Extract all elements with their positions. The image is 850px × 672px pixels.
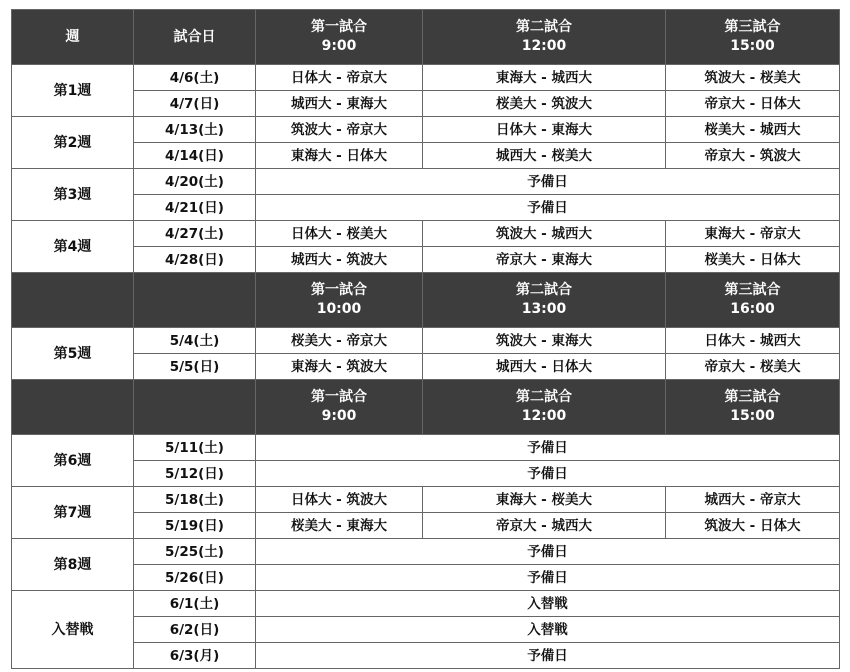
week-label: 第6週 (12, 435, 134, 487)
week-label: 入替戦 (12, 591, 134, 669)
match-game3: 日体大 - 城西大 (666, 328, 840, 354)
week-label: 第7週 (12, 487, 134, 539)
game-time: 12:00 (521, 38, 567, 54)
match-game1: 日体大 - 桜美大 (256, 221, 423, 247)
game-label: 第一試合 (311, 389, 367, 405)
header-game2 (423, 273, 666, 328)
header-game3 (666, 10, 840, 65)
header-date (134, 380, 256, 435)
match-date: 4/7(日) (134, 91, 256, 117)
match-game3: 桜美大 - 日体大 (666, 247, 840, 273)
game-time: 13:00 (521, 301, 567, 317)
match-date: 5/18(土) (134, 487, 256, 513)
match-game3: 城西大 - 帝京大 (666, 487, 840, 513)
header-game1 (256, 380, 423, 435)
table-row (12, 195, 840, 221)
week-label: 第5週 (12, 328, 134, 380)
table-row (12, 143, 840, 169)
game-time: 9:00 (321, 408, 357, 424)
match-date: 5/11(土) (134, 435, 256, 461)
game-time: 9:00 (321, 38, 357, 54)
reserve-day-note: 予備日 (256, 565, 840, 591)
game-time: 12:00 (521, 408, 567, 424)
table-row (12, 435, 840, 461)
match-game2: 帝京大 - 城西大 (423, 513, 666, 539)
table-row (12, 539, 840, 565)
game-time: 15:00 (730, 38, 775, 54)
match-game2: 筑波大 - 城西大 (423, 221, 666, 247)
header-game2 (423, 10, 666, 65)
match-game1: 桜美大 - 東海大 (256, 513, 423, 539)
game-label: 第三試合 (724, 389, 781, 405)
match-date: 4/13(土) (134, 117, 256, 143)
reserve-day-note: 予備日 (256, 539, 840, 565)
game-label: 第三試合 (724, 282, 781, 298)
match-date: 4/14(日) (134, 143, 256, 169)
match-game2: 筑波大 - 東海大 (423, 328, 666, 354)
match-game1: 東海大 - 日体大 (256, 143, 423, 169)
game-label: 第一試合 (311, 19, 367, 35)
header-row (12, 10, 840, 65)
table-row (12, 617, 840, 643)
week-label: 第1週 (12, 65, 134, 117)
match-game2: 日体大 - 東海大 (423, 117, 666, 143)
table-row (12, 117, 840, 143)
table-row (12, 643, 840, 669)
match-game3: 筑波大 - 日体大 (666, 513, 840, 539)
header-game3 (666, 273, 840, 328)
game-label: 第二試合 (516, 389, 572, 405)
table-row (12, 565, 840, 591)
game-time: 15:00 (730, 408, 775, 424)
header-game1 (256, 273, 423, 328)
replacement-match-note: 入替戦 (256, 617, 840, 643)
week-label: 第2週 (12, 117, 134, 169)
header-date (134, 273, 256, 328)
match-game2: 東海大 - 桜美大 (423, 487, 666, 513)
game-label: 第三試合 (724, 19, 781, 35)
match-game2: 桜美大 - 筑波大 (423, 91, 666, 117)
match-date: 5/5(日) (134, 354, 256, 380)
reserve-day-note: 予備日 (256, 461, 840, 487)
match-date: 5/12(日) (134, 461, 256, 487)
match-date: 4/6(土) (134, 65, 256, 91)
match-game3: 筑波大 - 桜美大 (666, 65, 840, 91)
header-date: 試合日 (134, 10, 256, 65)
game-label: 第一試合 (311, 282, 367, 298)
game-time: 16:00 (730, 301, 775, 317)
table-row (12, 91, 840, 117)
header-game1 (256, 10, 423, 65)
header-week (12, 273, 134, 328)
match-date: 5/25(土) (134, 539, 256, 565)
match-game1: 桜美大 - 帝京大 (256, 328, 423, 354)
match-game1: 日体大 - 筑波大 (256, 487, 423, 513)
header-game2 (423, 380, 666, 435)
match-date: 5/4(土) (134, 328, 256, 354)
reserve-day-note: 予備日 (256, 643, 840, 669)
match-game2: 帝京大 - 東海大 (423, 247, 666, 273)
match-date: 4/20(土) (134, 169, 256, 195)
match-game1: 日体大 - 帝京大 (256, 65, 423, 91)
match-game1: 東海大 - 筑波大 (256, 354, 423, 380)
reserve-day-note: 予備日 (256, 435, 840, 461)
match-date: 6/1(土) (134, 591, 256, 617)
match-game3: 桜美大 - 城西大 (666, 117, 840, 143)
match-game3: 帝京大 - 日体大 (666, 91, 840, 117)
table-row (12, 487, 840, 513)
header-row (12, 380, 840, 435)
header-row (12, 273, 840, 328)
reserve-day-note: 予備日 (256, 169, 840, 195)
table-row (12, 221, 840, 247)
table-row (12, 65, 840, 91)
match-game3: 帝京大 - 桜美大 (666, 354, 840, 380)
match-game2: 城西大 - 日体大 (423, 354, 666, 380)
schedule-table (11, 9, 840, 669)
week-label: 第8週 (12, 539, 134, 591)
match-game2: 東海大 - 城西大 (423, 65, 666, 91)
match-date: 5/19(日) (134, 513, 256, 539)
game-label: 第二試合 (516, 19, 572, 35)
game-label: 第二試合 (516, 282, 572, 298)
match-game1: 筑波大 - 帝京大 (256, 117, 423, 143)
match-game1: 城西大 - 東海大 (256, 91, 423, 117)
header-game3 (666, 380, 840, 435)
match-date: 4/27(土) (134, 221, 256, 247)
table-row (12, 513, 840, 539)
table-row (12, 354, 840, 380)
header-week (12, 380, 134, 435)
table-row (12, 591, 840, 617)
table-row (12, 169, 840, 195)
reserve-day-note: 予備日 (256, 195, 840, 221)
match-game3: 帝京大 - 筑波大 (666, 143, 840, 169)
table-row (12, 461, 840, 487)
table-row (12, 247, 840, 273)
match-date: 4/28(日) (134, 247, 256, 273)
replacement-match-note: 入替戦 (256, 591, 840, 617)
match-date: 5/26(日) (134, 565, 256, 591)
table-row (12, 328, 840, 354)
match-date: 4/21(日) (134, 195, 256, 221)
week-label: 第4週 (12, 221, 134, 273)
match-game1: 城西大 - 筑波大 (256, 247, 423, 273)
match-game3: 東海大 - 帝京大 (666, 221, 840, 247)
header-week: 週 (12, 10, 134, 65)
match-date: 6/2(日) (134, 617, 256, 643)
week-label: 第3週 (12, 169, 134, 221)
game-time: 10:00 (316, 301, 362, 317)
match-game2: 城西大 - 桜美大 (423, 143, 666, 169)
match-date: 6/3(月) (134, 643, 256, 669)
